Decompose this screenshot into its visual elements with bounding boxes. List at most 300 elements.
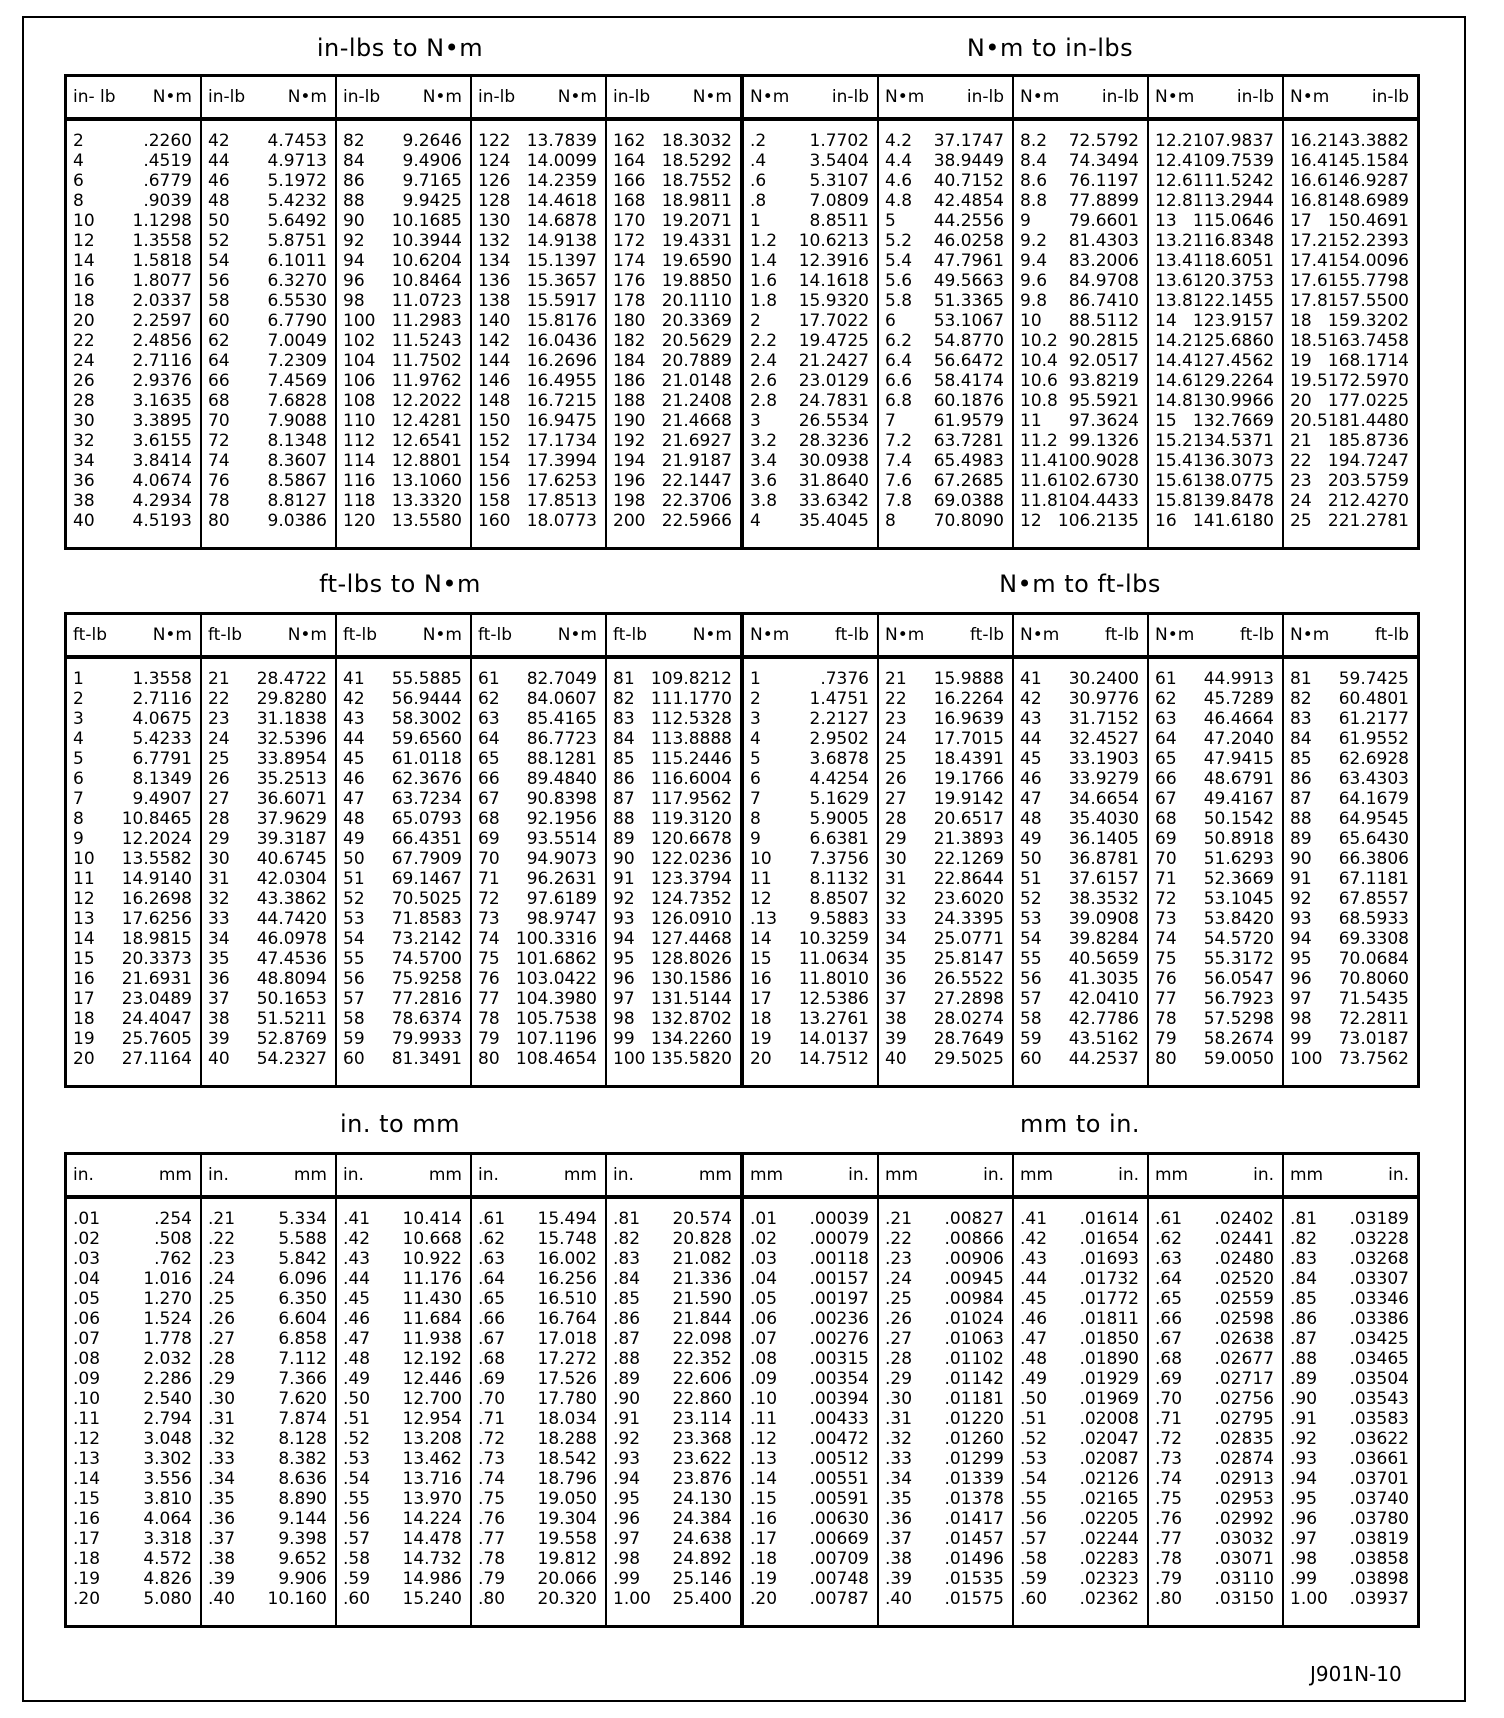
table-cell-to: 14.2359 bbox=[526, 171, 597, 191]
table-cell-to: 81.4303 bbox=[1068, 231, 1139, 251]
table-cell-from: 50 bbox=[343, 849, 365, 869]
table-cell-from: 19 bbox=[73, 1029, 95, 1049]
table-cell-from: 158 bbox=[478, 491, 511, 511]
table-cell-to: 12.4281 bbox=[391, 411, 462, 431]
table-cell-to: 61.2177 bbox=[1338, 709, 1409, 729]
table-cell-to: 46.4664 bbox=[1203, 709, 1274, 729]
table-cell-from: 82 bbox=[343, 131, 365, 151]
table-cell-from: 24 bbox=[208, 729, 230, 749]
table-cell-from: 39 bbox=[208, 1029, 230, 1049]
table-cell-from: 3.2 bbox=[750, 431, 778, 451]
column-pair bbox=[337, 1155, 472, 1625]
table-cell-to: 11.430 bbox=[402, 1289, 462, 1309]
table-cell-from: .14 bbox=[750, 1469, 778, 1489]
torque-inlb-table bbox=[64, 74, 1420, 550]
table-cell-from: 3 bbox=[750, 709, 761, 729]
header-label: mm bbox=[293, 1165, 327, 1185]
table-cell-to: 15.494 bbox=[537, 1209, 597, 1229]
table-cell-to: 78.6374 bbox=[391, 1009, 462, 1029]
table-cell-to: 48.6791 bbox=[1203, 769, 1274, 789]
table-cell-to: 82.7049 bbox=[526, 669, 597, 689]
table-cell-from: .18 bbox=[750, 1549, 778, 1569]
table-cell-from: 36 bbox=[208, 969, 230, 989]
table-cell-from: 20 bbox=[73, 1049, 95, 1069]
table-cell-to: 75.9258 bbox=[391, 969, 462, 989]
table-cell-to: 11.2983 bbox=[391, 311, 462, 331]
table-cell-to: 53.8420 bbox=[1203, 909, 1274, 929]
column-header bbox=[202, 77, 335, 121]
table-cell-from: .56 bbox=[343, 1509, 371, 1529]
table-cell-from: 13.4 bbox=[1155, 251, 1193, 271]
table-cell-from: .96 bbox=[613, 1509, 641, 1529]
table-cell-to: 3.5404 bbox=[809, 151, 869, 171]
table-cell-from: .22 bbox=[208, 1229, 236, 1249]
table-cell-from: .39 bbox=[885, 1569, 913, 1589]
table-cell-to: 53.1045 bbox=[1203, 889, 1274, 909]
table-cell-to: 49.5663 bbox=[933, 271, 1004, 291]
table-cell-to: 15.8176 bbox=[526, 311, 597, 331]
table-cell-from: 10 bbox=[73, 211, 95, 231]
table-cell-to: 90.8398 bbox=[526, 789, 597, 809]
table-cell-from: 39 bbox=[885, 1029, 907, 1049]
table-cell-from: 76 bbox=[1155, 969, 1177, 989]
table-cell-from: .38 bbox=[885, 1549, 913, 1569]
table-cell-from: 95 bbox=[1290, 949, 1312, 969]
table-cell-to: 51.6293 bbox=[1203, 849, 1274, 869]
table-cell-to: 9.9425 bbox=[402, 191, 462, 211]
table-cell-to: 116.8348 bbox=[1192, 231, 1274, 251]
table-cell-from: 18 bbox=[73, 1009, 95, 1029]
table-cell-from: 20 bbox=[73, 311, 95, 331]
table-cell-to: .03150 bbox=[1214, 1589, 1274, 1609]
column-pair bbox=[1284, 1155, 1417, 1625]
table-cell-from: 74 bbox=[478, 929, 500, 949]
table-cell-from: 174 bbox=[613, 251, 646, 271]
table-cell-from: 60 bbox=[1020, 1049, 1042, 1069]
column-pair bbox=[202, 615, 337, 1085]
column-header bbox=[1149, 1155, 1282, 1199]
table-cell-to: .02165 bbox=[1079, 1489, 1139, 1509]
table-cell-to: 43.3862 bbox=[256, 889, 327, 909]
table-cell-from: .49 bbox=[343, 1369, 371, 1389]
table-cell-from: 2.8 bbox=[750, 391, 778, 411]
table-cell-to: 5.334 bbox=[278, 1209, 327, 1229]
table-cell-to: 22.860 bbox=[672, 1389, 732, 1409]
table-cell-from: .04 bbox=[750, 1269, 778, 1289]
table-cell-from: 11 bbox=[73, 869, 95, 889]
table-cell-to: 2.2597 bbox=[132, 311, 192, 331]
title-nm-to-ftlb: N•m to ft-lbs bbox=[999, 570, 1161, 598]
table-cell-to: 112.5328 bbox=[650, 709, 732, 729]
table-cell-from: .32 bbox=[885, 1429, 913, 1449]
table-cell-to: .03071 bbox=[1214, 1549, 1274, 1569]
table-cell-to: .762 bbox=[154, 1249, 192, 1269]
table-cell-from: .08 bbox=[750, 1349, 778, 1369]
table-cell-from: 26 bbox=[885, 769, 907, 789]
table-cell-to: 73.0187 bbox=[1338, 1029, 1409, 1049]
table-cell-to: 51.3365 bbox=[933, 291, 1004, 311]
table-cell-to: .00354 bbox=[809, 1369, 869, 1389]
table-cell-to: 102.6730 bbox=[1057, 471, 1139, 491]
table-cell-from: .29 bbox=[208, 1369, 236, 1389]
table-cell-to: 86.7410 bbox=[1068, 291, 1139, 311]
table-cell-from: 94 bbox=[613, 929, 635, 949]
table-cell-to: 14.0099 bbox=[526, 151, 597, 171]
table-cell-from: .14 bbox=[73, 1469, 101, 1489]
table-cell-from: 80 bbox=[208, 511, 230, 531]
table-cell-from: 65 bbox=[1155, 749, 1177, 769]
table-cell-from: .56 bbox=[1020, 1509, 1048, 1529]
table-cell-from: 89 bbox=[613, 829, 635, 849]
table-cell-to: 42.0304 bbox=[256, 869, 327, 889]
header-label: N•m bbox=[1020, 87, 1060, 107]
table-cell-from: 66 bbox=[478, 769, 500, 789]
table-cell-from: .84 bbox=[613, 1269, 641, 1289]
table-cell-from: .66 bbox=[1155, 1309, 1183, 1329]
table-cell-from: 27 bbox=[208, 789, 230, 809]
table-cell-to: 20.3369 bbox=[661, 311, 732, 331]
table-cell-to: .00315 bbox=[809, 1349, 869, 1369]
column-pair bbox=[1014, 77, 1149, 547]
table-cell-from: .17 bbox=[750, 1529, 778, 1549]
table-cell-from: 88 bbox=[1290, 809, 1312, 829]
title-nm-to-inlb: N•m to in-lbs bbox=[966, 34, 1134, 62]
table-cell-to: 163.7458 bbox=[1327, 331, 1409, 351]
table-cell-to: 56.0547 bbox=[1203, 969, 1274, 989]
table-cell-to: 132.8702 bbox=[650, 1009, 732, 1029]
table-cell-to: 5.080 bbox=[143, 1589, 192, 1609]
table-cell-to: 23.114 bbox=[672, 1409, 732, 1429]
table-cell-from: .62 bbox=[1155, 1229, 1183, 1249]
table-cell-to: 50.1653 bbox=[256, 989, 327, 1009]
header-label: ft-lb bbox=[73, 625, 107, 645]
table-cell-to: 30.0938 bbox=[798, 451, 869, 471]
table-cell-to: 33.6342 bbox=[798, 491, 869, 511]
table-cell-from: 2.6 bbox=[750, 371, 778, 391]
table-cell-to: 3.6878 bbox=[809, 749, 869, 769]
table-cell-to: 13.716 bbox=[402, 1469, 462, 1489]
table-cell-from: .24 bbox=[208, 1269, 236, 1289]
table-cell-to: 2.7116 bbox=[132, 689, 192, 709]
column-pair bbox=[1284, 77, 1417, 547]
table-cell-from: 166 bbox=[613, 171, 646, 191]
table-cell-to: 11.684 bbox=[402, 1309, 462, 1329]
table-cell-from: 8.4 bbox=[1020, 151, 1048, 171]
table-cell-to: 12.2022 bbox=[391, 391, 462, 411]
table-cell-from: 17.4 bbox=[1290, 251, 1328, 271]
table-cell-from: 53 bbox=[343, 909, 365, 929]
header-label: N•m bbox=[885, 87, 925, 107]
table-cell-to: .03701 bbox=[1349, 1469, 1409, 1489]
table-cell-from: 8 bbox=[73, 191, 84, 211]
header-label: mm bbox=[750, 1165, 784, 1185]
table-cell-from: .68 bbox=[478, 1349, 506, 1369]
table-cell-to: 21.2427 bbox=[798, 351, 869, 371]
table-cell-to: 19.558 bbox=[537, 1529, 597, 1549]
table-cell-to: 42.0410 bbox=[1068, 989, 1139, 1009]
table-cell-from: .87 bbox=[613, 1329, 641, 1349]
table-cell-to: 19.2071 bbox=[661, 211, 732, 231]
table-cell-to: 9.0386 bbox=[267, 511, 327, 531]
table-cell-to: .02992 bbox=[1214, 1509, 1274, 1529]
table-cell-from: 7.6 bbox=[885, 471, 913, 491]
table-cell-from: 30 bbox=[885, 849, 907, 869]
table-cell-from: .99 bbox=[613, 1569, 641, 1589]
table-cell-from: 64 bbox=[478, 729, 500, 749]
table-cell-from: .15 bbox=[750, 1489, 778, 1509]
table-cell-to: 139.8478 bbox=[1192, 491, 1274, 511]
table-cell-to: .02126 bbox=[1079, 1469, 1139, 1489]
table-cell-to: 194.7247 bbox=[1327, 451, 1409, 471]
table-cell-to: 61.9579 bbox=[933, 411, 1004, 431]
table-cell-from: 33 bbox=[885, 909, 907, 929]
table-cell-to: 22.606 bbox=[672, 1369, 732, 1389]
table-cell-from: .54 bbox=[343, 1469, 371, 1489]
table-cell-from: 50 bbox=[208, 211, 230, 231]
table-cell-from: 11.6 bbox=[1020, 471, 1058, 491]
table-cell-to: 18.542 bbox=[537, 1449, 597, 1469]
table-cell-from: 98 bbox=[343, 291, 365, 311]
table-cell-to: .02913 bbox=[1214, 1469, 1274, 1489]
table-cell-from: 24 bbox=[73, 351, 95, 371]
table-cell-to: .01024 bbox=[944, 1309, 1004, 1329]
header-label: N•m bbox=[422, 87, 462, 107]
table-cell-from: .55 bbox=[343, 1489, 371, 1509]
table-cell-to: .00787 bbox=[809, 1589, 869, 1609]
table-cell-to: 52.3669 bbox=[1203, 869, 1274, 889]
table-cell-from: 25 bbox=[1290, 511, 1312, 531]
table-cell-to: 19.8850 bbox=[661, 271, 732, 291]
table-cell-to: .6779 bbox=[143, 171, 192, 191]
table-cell-from: 54 bbox=[343, 929, 365, 949]
table-cell-to: .03268 bbox=[1349, 1249, 1409, 1269]
table-cell-to: 21.844 bbox=[672, 1309, 732, 1329]
table-cell-from: 4 bbox=[73, 151, 84, 171]
table-cell-to: 22.5966 bbox=[661, 511, 732, 531]
table-cell-to: 25.400 bbox=[672, 1589, 732, 1609]
header-label: N•m bbox=[750, 87, 790, 107]
table-cell-from: 16.6 bbox=[1290, 171, 1328, 191]
table-cell-from: 82 bbox=[613, 689, 635, 709]
table-cell-from: 94 bbox=[1290, 929, 1312, 949]
table-cell-to: .03307 bbox=[1349, 1269, 1409, 1289]
table-cell-from: 43 bbox=[343, 709, 365, 729]
table-cell-to: 1.7702 bbox=[809, 131, 869, 151]
table-cell-to: 35.4030 bbox=[1068, 809, 1139, 829]
table-cell-to: 11.8010 bbox=[798, 969, 869, 989]
table-cell-from: 8 bbox=[885, 511, 896, 531]
table-cell-from: 182 bbox=[613, 331, 646, 351]
table-cell-from: 16 bbox=[1155, 511, 1177, 531]
table-cell-to: 19.1766 bbox=[933, 769, 1004, 789]
table-cell-to: 58.2674 bbox=[1203, 1029, 1274, 1049]
table-cell-to: 127.4562 bbox=[1192, 351, 1274, 371]
table-cell-to: 50.8918 bbox=[1203, 829, 1274, 849]
table-cell-to: 9.2646 bbox=[402, 131, 462, 151]
table-cell-from: 126 bbox=[478, 171, 511, 191]
table-cell-to: 70.8060 bbox=[1338, 969, 1409, 989]
table-cell-from: .35 bbox=[208, 1489, 236, 1509]
header-label: in-lb bbox=[1236, 87, 1274, 107]
table-cell-to: 70.5025 bbox=[391, 889, 462, 909]
column-header bbox=[67, 1155, 200, 1199]
table-cell-to: 24.4047 bbox=[121, 1009, 192, 1029]
table-cell-to: 18.4391 bbox=[933, 749, 1004, 769]
table-cell-from: 172 bbox=[613, 231, 646, 251]
table-cell-to: 67.2685 bbox=[933, 471, 1004, 491]
table-cell-from: 11.2 bbox=[1020, 431, 1058, 451]
table-cell-from: .18 bbox=[73, 1549, 101, 1569]
table-cell-from: .39 bbox=[208, 1569, 236, 1589]
table-cell-from: 10.8 bbox=[1020, 391, 1058, 411]
table-cell-from: 56 bbox=[1020, 969, 1042, 989]
header-label: N•m bbox=[287, 87, 327, 107]
table-cell-from: 21 bbox=[885, 669, 907, 689]
table-cell-from: .8 bbox=[750, 191, 767, 211]
table-cell-to: 2.4856 bbox=[132, 331, 192, 351]
table-cell-from: .98 bbox=[1290, 1549, 1318, 1569]
table-cell-from: 86 bbox=[613, 769, 635, 789]
table-cell-from: 26 bbox=[208, 769, 230, 789]
table-cell-to: .00157 bbox=[809, 1269, 869, 1289]
table-cell-from: 7.4 bbox=[885, 451, 913, 471]
table-cell-to: 3.318 bbox=[143, 1529, 192, 1549]
header-label: in. bbox=[1118, 1165, 1139, 1185]
table-cell-from: .61 bbox=[1155, 1209, 1183, 1229]
table-cell-to: .00118 bbox=[809, 1249, 869, 1269]
table-cell-from: 72 bbox=[208, 431, 230, 451]
table-cell-to: 42.7786 bbox=[1068, 1009, 1139, 1029]
table-cell-from: 6 bbox=[750, 769, 761, 789]
table-cell-from: .02 bbox=[73, 1229, 101, 1249]
table-cell-to: 23.622 bbox=[672, 1449, 732, 1469]
table-cell-to: .02244 bbox=[1079, 1529, 1139, 1549]
column-pair bbox=[472, 1155, 607, 1625]
table-cell-from: .41 bbox=[343, 1209, 371, 1229]
table-cell-from: .96 bbox=[1290, 1509, 1318, 1529]
table-cell-from: .91 bbox=[1290, 1409, 1318, 1429]
table-cell-to: 20.828 bbox=[672, 1229, 732, 1249]
table-cell-from: 95 bbox=[613, 949, 635, 969]
table-cell-to: 88.5112 bbox=[1068, 311, 1139, 331]
table-cell-to: 9.906 bbox=[278, 1569, 327, 1589]
table-cell-to: .03543 bbox=[1349, 1389, 1409, 1409]
table-cell-from: .67 bbox=[1155, 1329, 1183, 1349]
table-cell-from: 8.2 bbox=[1020, 131, 1048, 151]
table-cell-to: 5.842 bbox=[278, 1249, 327, 1269]
table-cell-to: 23.6020 bbox=[933, 889, 1004, 909]
table-cell-to: 8.8507 bbox=[809, 889, 869, 909]
table-cell-from: 8.6 bbox=[1020, 171, 1048, 191]
table-cell-from: .44 bbox=[343, 1269, 371, 1289]
header-label: ft-lb bbox=[343, 625, 377, 645]
table-cell-to: 30.9776 bbox=[1068, 689, 1139, 709]
table-cell-from: 67 bbox=[1155, 789, 1177, 809]
table-cell-from: 3.6 bbox=[750, 471, 778, 491]
table-cell-from: 73 bbox=[478, 909, 500, 929]
table-cell-to: 4.0675 bbox=[132, 709, 192, 729]
column-header bbox=[472, 1155, 605, 1199]
table-cell-to: 84.9708 bbox=[1068, 271, 1139, 291]
header-label: in. bbox=[1388, 1165, 1409, 1185]
table-cell-to: 11.5243 bbox=[391, 331, 462, 351]
table-cell-from: 188 bbox=[613, 391, 646, 411]
table-cell-from: .73 bbox=[478, 1449, 506, 1469]
table-cell-from: .79 bbox=[1155, 1569, 1183, 1589]
table-cell-to: 13.462 bbox=[402, 1449, 462, 1469]
table-cell-from: 97 bbox=[613, 989, 635, 1009]
table-cell-from: .64 bbox=[478, 1269, 506, 1289]
table-cell-to: 33.1903 bbox=[1068, 749, 1139, 769]
table-cell-to: 40.5659 bbox=[1068, 949, 1139, 969]
table-cell-to: 17.6256 bbox=[121, 909, 192, 929]
table-cell-to: 9.4907 bbox=[132, 789, 192, 809]
table-cell-to: 22.8644 bbox=[933, 869, 1004, 889]
header-label: ft-lb bbox=[835, 625, 869, 645]
table-cell-to: .01220 bbox=[944, 1409, 1004, 1429]
table-cell-from: 56 bbox=[343, 969, 365, 989]
column-header bbox=[202, 1155, 335, 1199]
table-cell-to: 15.748 bbox=[537, 1229, 597, 1249]
table-cell-from: 11.8 bbox=[1020, 491, 1058, 511]
table-cell-from: 55 bbox=[343, 949, 365, 969]
table-cell-from: 120 bbox=[343, 511, 376, 531]
table-cell-to: 12.954 bbox=[402, 1409, 462, 1429]
table-cell-to: 21.6931 bbox=[121, 969, 192, 989]
table-cell-to: 99.1326 bbox=[1068, 431, 1139, 451]
table-cell-to: 116.6004 bbox=[650, 769, 732, 789]
table-cell-from: 16 bbox=[73, 271, 95, 291]
table-cell-to: 10.8464 bbox=[391, 271, 462, 291]
table-cell-from: 67 bbox=[478, 789, 500, 809]
table-cell-from: 48 bbox=[208, 191, 230, 211]
table-cell-from: .53 bbox=[343, 1449, 371, 1469]
table-cell-to: 32.4527 bbox=[1068, 729, 1139, 749]
table-cell-to: .02953 bbox=[1214, 1489, 1274, 1509]
table-cell-from: .15 bbox=[73, 1489, 101, 1509]
table-cell-to: 70.0684 bbox=[1338, 949, 1409, 969]
table-cell-to: .02717 bbox=[1214, 1369, 1274, 1389]
table-cell-to: .02362 bbox=[1079, 1589, 1139, 1609]
table-cell-to: 49.4167 bbox=[1203, 789, 1274, 809]
table-cell-to: 37.6157 bbox=[1068, 869, 1139, 889]
table-cell-from: 4.4 bbox=[885, 151, 913, 171]
table-cell-from: 61 bbox=[478, 669, 500, 689]
table-cell-to: .02087 bbox=[1079, 1449, 1139, 1469]
table-cell-to: 2.540 bbox=[143, 1389, 192, 1409]
table-cell-to: .02008 bbox=[1079, 1409, 1139, 1429]
table-cell-from: 6.8 bbox=[885, 391, 913, 411]
table-cell-to: 122.1455 bbox=[1192, 291, 1274, 311]
table-cell-from: .06 bbox=[73, 1309, 101, 1329]
table-cell-to: 69.0388 bbox=[933, 491, 1004, 511]
table-cell-from: .05 bbox=[750, 1289, 778, 1309]
column-header bbox=[744, 1155, 877, 1199]
table-cell-from: .51 bbox=[343, 1409, 371, 1429]
table-cell-from: 128 bbox=[478, 191, 511, 211]
table-cell-from: 38 bbox=[208, 1009, 230, 1029]
table-cell-from: 122 bbox=[478, 131, 511, 151]
table-cell-to: 8.636 bbox=[278, 1469, 327, 1489]
table-cell-to: 100.3316 bbox=[515, 929, 597, 949]
table-cell-from: 112 bbox=[343, 431, 376, 451]
table-cell-to: 16.7215 bbox=[526, 391, 597, 411]
header-label: ft-lb bbox=[970, 625, 1004, 645]
table-cell-from: .16 bbox=[750, 1509, 778, 1529]
table-cell-from: 12.8 bbox=[1155, 191, 1193, 211]
table-cell-to: .01969 bbox=[1079, 1389, 1139, 1409]
table-cell-to: 6.1011 bbox=[267, 251, 327, 271]
